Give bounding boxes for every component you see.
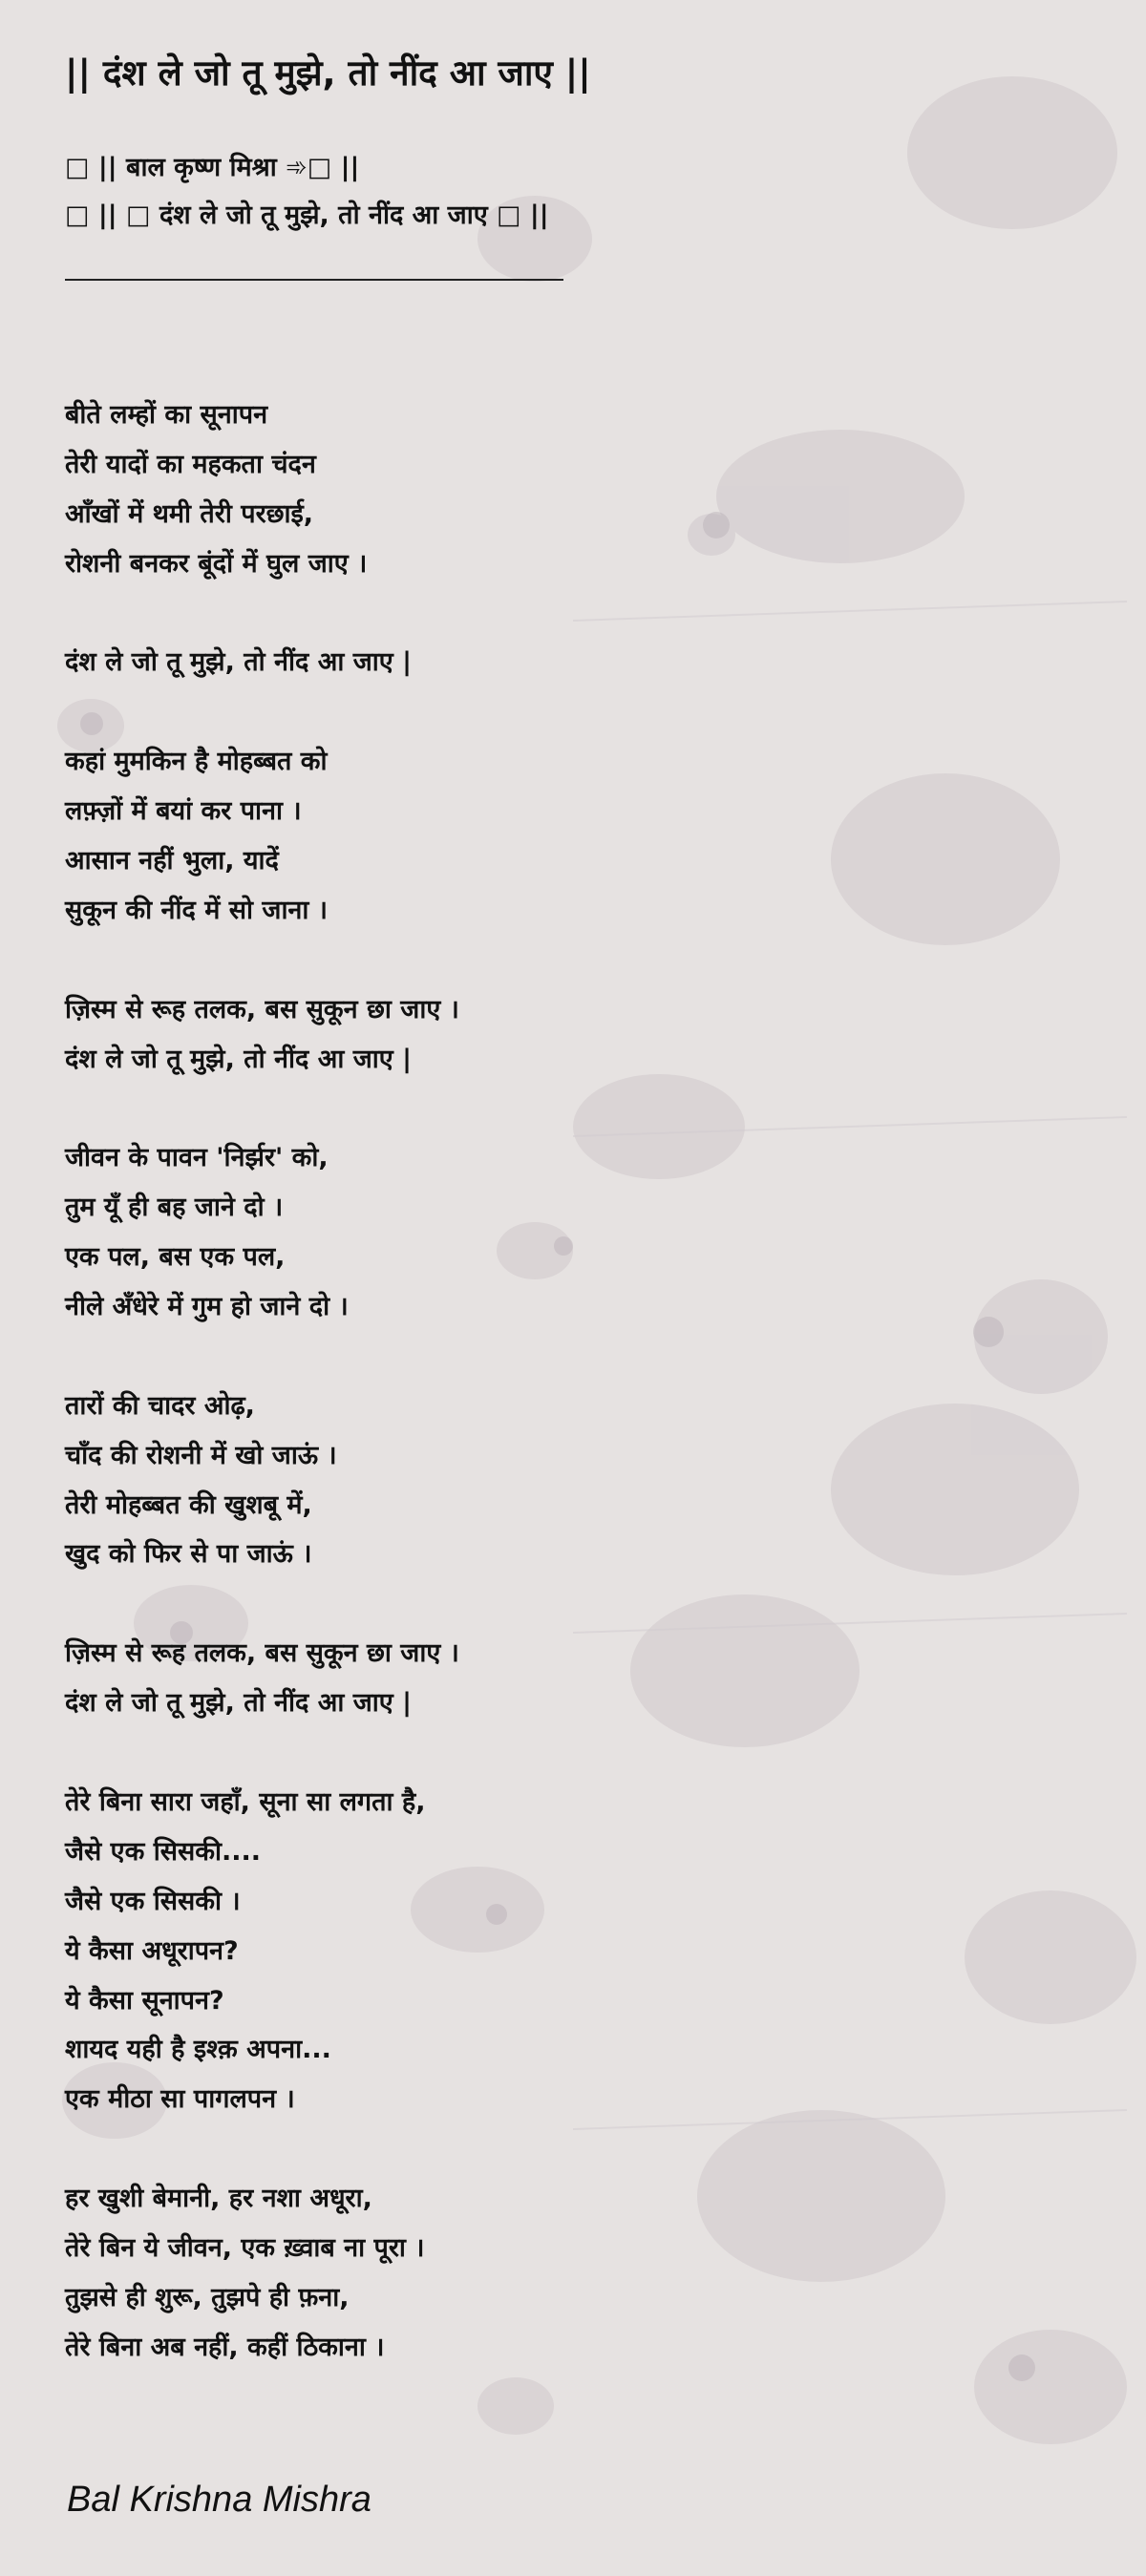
poem-line: आँखों में थमी तेरी परछाई, xyxy=(65,498,314,529)
stanza-gap xyxy=(65,1084,459,1133)
poem-line: सुकून की नींद में सो जाना । xyxy=(65,895,329,925)
poem-line: तेरी यादों का महकता चंदन xyxy=(65,449,316,479)
poem-line: दंश ले जो तू मुझे, तो नींद आ जाए | xyxy=(65,1044,412,1074)
poem-line: एक पल, बस एक पल, xyxy=(65,1242,286,1273)
poem-body xyxy=(65,391,459,2373)
poem-line: ये कैसा अधूरापन? xyxy=(65,1935,239,1966)
poem-line: हर खुशी बेमानी, हर नशा अधूरा, xyxy=(65,2184,372,2214)
poem-line: तेरी मोहब्बत की खुशबू में, xyxy=(65,1489,312,1520)
poem-line: तेरे बिना सारा जहाँ, सूना सा लगता है, xyxy=(65,1786,426,1817)
poem-line: जैसे एक सिसकी.... xyxy=(65,1836,262,1867)
poem-line: जीवन के पावन 'निर्झर' को, xyxy=(65,1143,329,1173)
stanza-gap xyxy=(65,2124,459,2174)
poem-line: ज़िस्म से रूह तलक, बस सुकून छा जाए । xyxy=(65,1638,459,1669)
poem-line: ये कैसा सूनापन? xyxy=(65,1985,224,2016)
poem-line: तेरे बिना अब नहीं, कहीं ठिकाना । xyxy=(65,2332,385,2362)
poem-line: नीले अँधेरे में गुम हो जाने दो । xyxy=(65,1292,349,1322)
poem-line: जैसे एक सिसकी । xyxy=(65,1886,241,1916)
poem-line: खुद को फिर से पा जाऊं । xyxy=(65,1539,312,1570)
header-title-line: □ || □ दंश ले जो तू मुझे, तो नींद आ जाए □ || xyxy=(65,201,549,230)
poem-line: ज़िस्म से रूह तलक, बस सुकून छा जाए । xyxy=(65,994,459,1024)
poem-line: तेरे बिन ये जीवन, एक ख़्वाब ना पूरा । xyxy=(65,2232,425,2263)
poem-line: शायद यही है इश्क़ अपना... xyxy=(65,2035,331,2065)
stanza-gap xyxy=(65,1332,459,1382)
stanza-gap xyxy=(65,589,459,639)
poem-line: दंश ले जो तू मुझे, तो नींद आ जाए | xyxy=(65,1688,412,1719)
poem-line: तुम यूँ ही बह जाने दो । xyxy=(65,1193,284,1223)
poem-line: तुझसे ही शुरू, तुझपे ही फ़ना, xyxy=(65,2282,350,2312)
poem-line: चाँद की रोशनी में खो जाऊं । xyxy=(65,1440,337,1470)
poem-line: बीते लम्हों का सूनापन xyxy=(65,400,268,430)
stanza-gap xyxy=(65,1579,459,1629)
poem-line: कहां मुमकिन है मोहब्बत को xyxy=(65,747,328,777)
poem-line: आसान नहीं भुला, यादें xyxy=(65,846,279,876)
header-divider xyxy=(65,279,563,281)
poem-title: || दंश ले जो तू मुझे, तो नींद आ जाए || xyxy=(65,53,591,94)
poem-line: एक मीठा सा पागलपन । xyxy=(65,2084,295,2115)
author-signature: Bal Krishna Mishra xyxy=(67,2480,371,2520)
stanza-gap xyxy=(65,1728,459,1778)
poem-line: लफ़्ज़ों में बयां कर पाना । xyxy=(65,796,302,827)
poem-line: तारों की चादर ओढ़, xyxy=(65,1390,255,1421)
poem-line: दंश ले जो तू मुझे, तो नींद आ जाए | xyxy=(65,647,412,678)
stanza-gap xyxy=(65,687,459,737)
stanza-gap xyxy=(65,936,459,985)
poem-line: रोशनी बनकर बूंदों में घुल जाए । xyxy=(65,548,368,579)
header-author-line: □ || बाल कृष्ण मिश्रा ➾□ || xyxy=(65,153,360,182)
